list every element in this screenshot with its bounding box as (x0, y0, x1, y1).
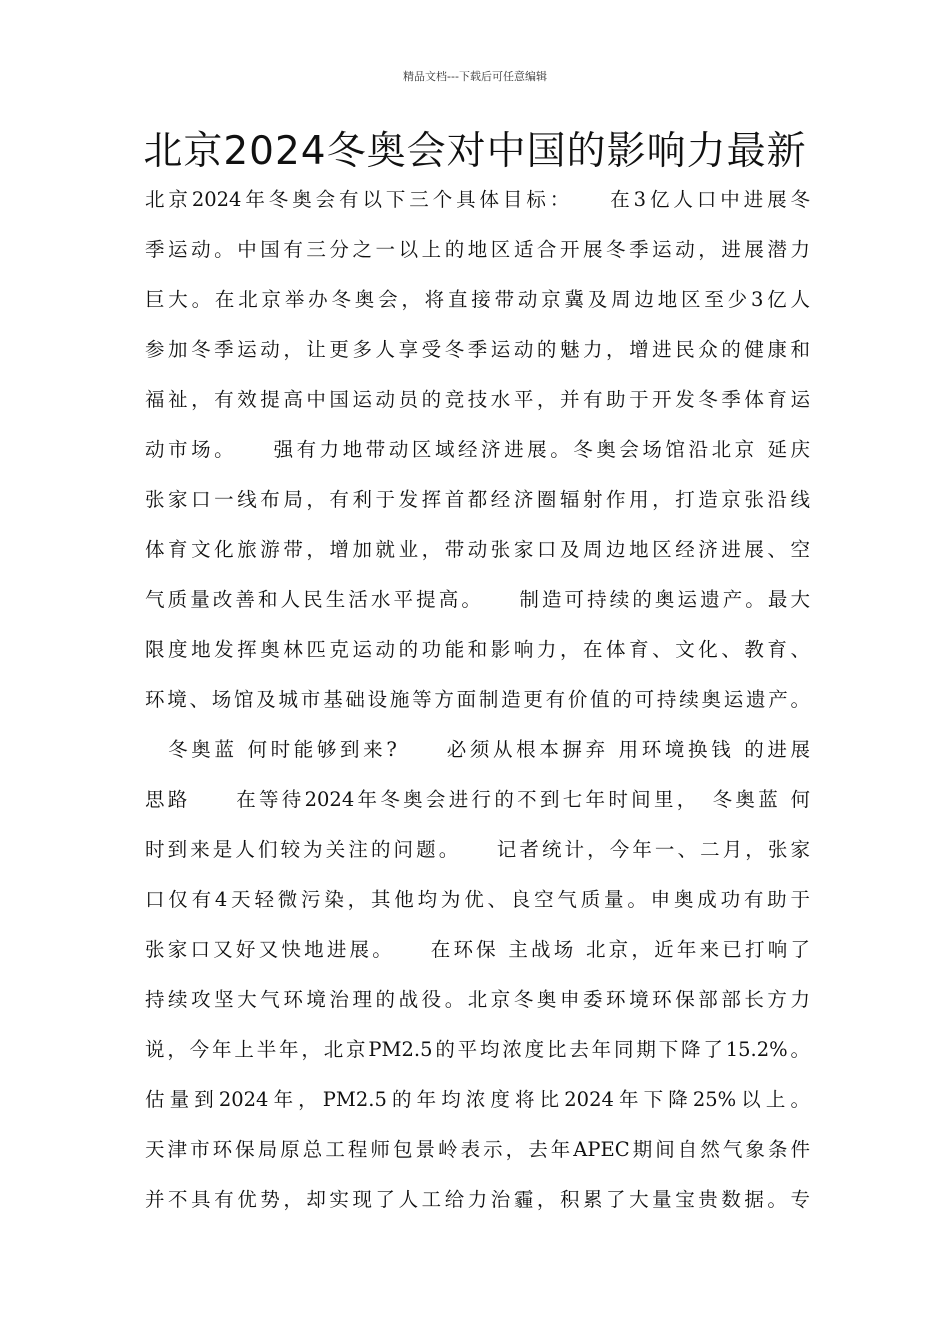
body-line: 限度地发挥奥林匹克运动的功能和影响力，在体育、文化、教育、 (145, 638, 810, 661)
body-line: 环境、场馆及城市基础设施等方面制造更有价值的可持续奥运遗产。 (145, 688, 810, 711)
body-line: 参加冬季运动，让更多人享受冬季运动的魅力，增进民众的健康和 (145, 338, 810, 361)
body-line: 并不具有优势，却实现了人工给力治霾，积累了大量宝贵数据。专 (145, 1188, 810, 1211)
body-line: 动市场。 强有力地带动区域经济进展。冬奥会场馆沿北京 延庆 (145, 438, 810, 461)
body-line: 体育文化旅游带，增加就业，带动张家口及周边地区经济进展、空 (145, 538, 810, 561)
document-title: 北京2024冬奥会对中国的影响力最新 (143, 129, 807, 174)
body-line: 气质量改善和人民生活水平提高。 制造可持续的奥运遗产。最大 (145, 588, 810, 611)
body-line: 巨大。在北京举办冬奥会，将直接带动京冀及周边地区至少3亿人 (145, 288, 810, 311)
body-line: 口仅有4天轻微污染，其他均为优、良空气质量。申奥成功有助于 (145, 888, 810, 911)
body-line: 时到来是人们较为关注的问题。 记者统计，今年一、二月，张家 (145, 838, 810, 861)
body-line: 冬奥蓝 何时能够到来? 必须从根本摒弃 用环境换钱 的进展 (145, 738, 810, 761)
header-note: 精品文档---下载后可任意编辑 (403, 70, 547, 83)
body-line: 持续攻坚大气环境治理的战役。北京冬奥申委环境环保部部长方力 (145, 988, 810, 1011)
body-line: 天津市环保局原总工程师包景岭表示，去年APEC期间自然气象条件 (145, 1138, 810, 1161)
body-line: 福祉，有效提高中国运动员的竞技水平，并有助于开发冬季体育运 (145, 388, 810, 411)
body-line: 说，今年上半年，北京PM2.5的平均浓度比去年同期下降了15.2%。 (145, 1038, 810, 1061)
document-body (145, 181, 810, 1231)
body-line: 北京2024年冬奥会有以下三个具体目标： 在3亿人口中进展冬 (145, 188, 810, 211)
body-line: 估量到2024年，PM2.5的年均浓度将比2024年下降25%以上。 (145, 1088, 810, 1111)
body-line: 季运动。中国有三分之一以上的地区适合开展冬季运动，进展潜力 (145, 238, 810, 261)
body-line: 思路 在等待2024年冬奥会进行的不到七年时间里， 冬奥蓝 何 (145, 788, 810, 811)
body-line: 张家口一线布局，有利于发挥首都经济圈辐射作用，打造京张沿线 (145, 488, 810, 511)
body-line: 张家口又好又快地进展。 在环保 主战场 北京，近年来已打响了 (145, 938, 810, 961)
